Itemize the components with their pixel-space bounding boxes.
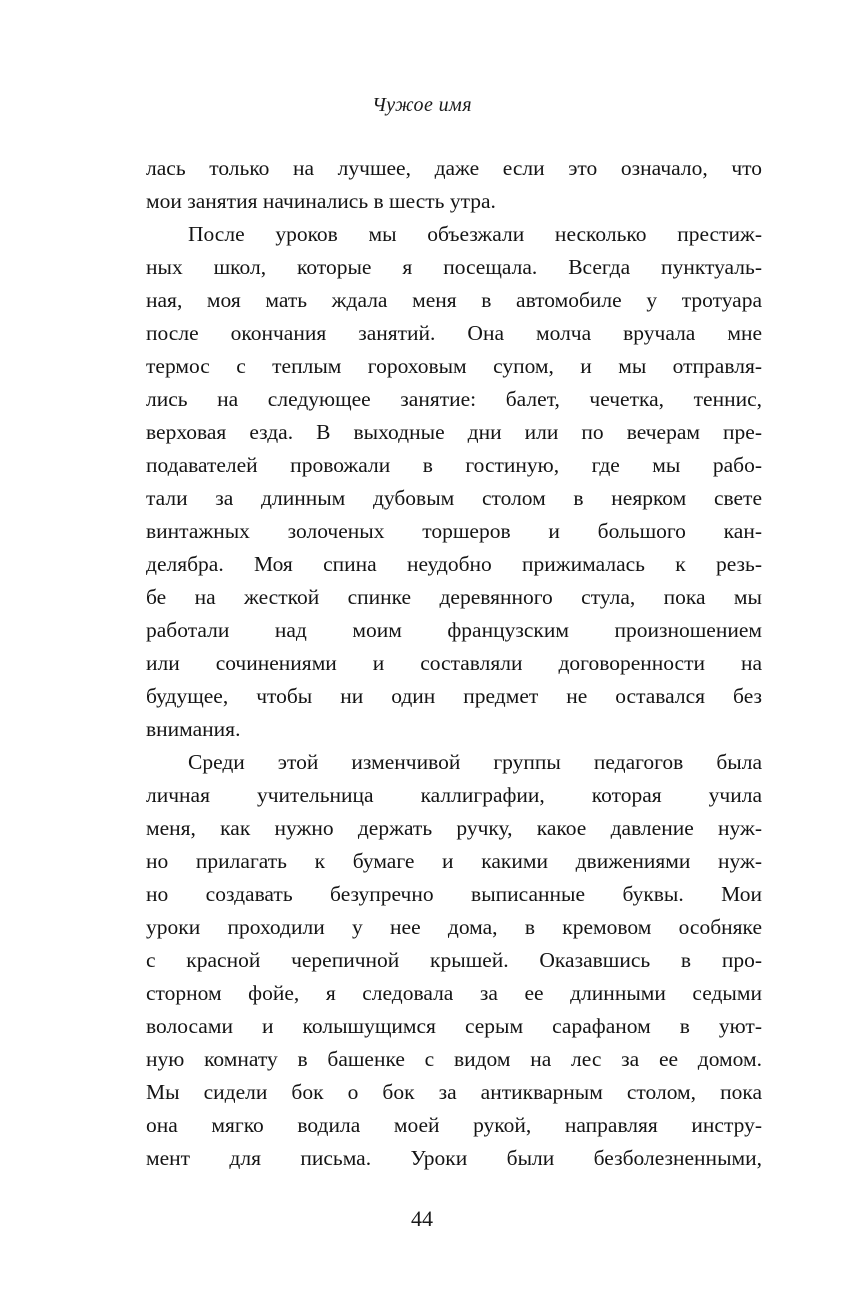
text-line: винтажных золоченых торшеров и большого кан- xyxy=(146,519,762,543)
text-line: или сочинениями и составляли договоренности на xyxy=(146,651,762,675)
text-block xyxy=(146,152,762,1175)
text-line: бе на жесткой спинке деревянного стула, пока мы xyxy=(146,585,762,609)
running-head: Чужое имя xyxy=(372,94,472,116)
text-line: Среди этой изменчивой группы педагогов была xyxy=(188,750,762,774)
paragraph xyxy=(146,746,762,1175)
text-line: ная, моя мать ждала меня в автомобиле у тротуара xyxy=(146,288,762,312)
text-line: личная учительница каллиграфии, которая учила xyxy=(146,783,762,807)
text-line: После уроков мы объезжали несколько престиж- xyxy=(188,222,762,246)
text-line: мент для письма. Уроки были безболезненными, xyxy=(146,1146,762,1170)
text-line: сторном фойе, я следовала за ее длинными седыми xyxy=(146,981,762,1005)
text-line: мои занятия начинались в шесть утра. xyxy=(146,189,496,213)
text-line: меня, как нужно держать ручку, какое давление нуж- xyxy=(146,816,762,840)
text-line: с красной черепичной крышей. Оказавшись в про- xyxy=(146,948,762,972)
text-line: лась только на лучшее, даже если это означало, что xyxy=(146,156,762,180)
text-line: верховая езда. В выходные дни или по вечерам пре- xyxy=(146,420,762,444)
text-line: делябра. Моя спина неудобно прижималась к резь- xyxy=(146,552,762,576)
text-line: подавателей провожали в гостиную, где мы рабо- xyxy=(146,453,762,477)
text-line: термос с теплым гороховым супом, и мы отправля- xyxy=(146,354,762,378)
text-line: но создавать безупречно выписанные буквы. Мои xyxy=(146,882,762,906)
text-line: уроки проходили у нее дома, в кремовом особняке xyxy=(146,915,762,939)
paragraph xyxy=(146,152,762,218)
text-line: работали над моим французским произношением xyxy=(146,618,762,642)
text-line: будущее, чтобы ни один предмет не оставался без xyxy=(146,684,762,708)
text-line: тали за длинным дубовым столом в неярком свете xyxy=(146,486,762,510)
text-line: волосами и колышущимся серым сарафаном в уют- xyxy=(146,1014,762,1038)
text-line: внимания. xyxy=(146,717,241,741)
text-line: но прилагать к бумаге и какими движениями нуж- xyxy=(146,849,762,873)
text-line: лись на следующее занятие: балет, чечетка, теннис, xyxy=(146,387,762,411)
paragraph xyxy=(146,218,762,746)
text-line: ных школ, которые я посещала. Всегда пунктуаль- xyxy=(146,255,762,279)
text-line: Мы сидели бок о бок за антикварным столом, пока xyxy=(146,1080,762,1104)
text-line: ную комнату в башенке с видом на лес за ее домом. xyxy=(146,1047,762,1071)
page-number: 44 xyxy=(411,1206,433,1231)
text-line: она мягко водила моей рукой, направляя инстру- xyxy=(146,1113,762,1137)
text-line: после окончания занятий. Она молча вручала мне xyxy=(146,321,762,345)
